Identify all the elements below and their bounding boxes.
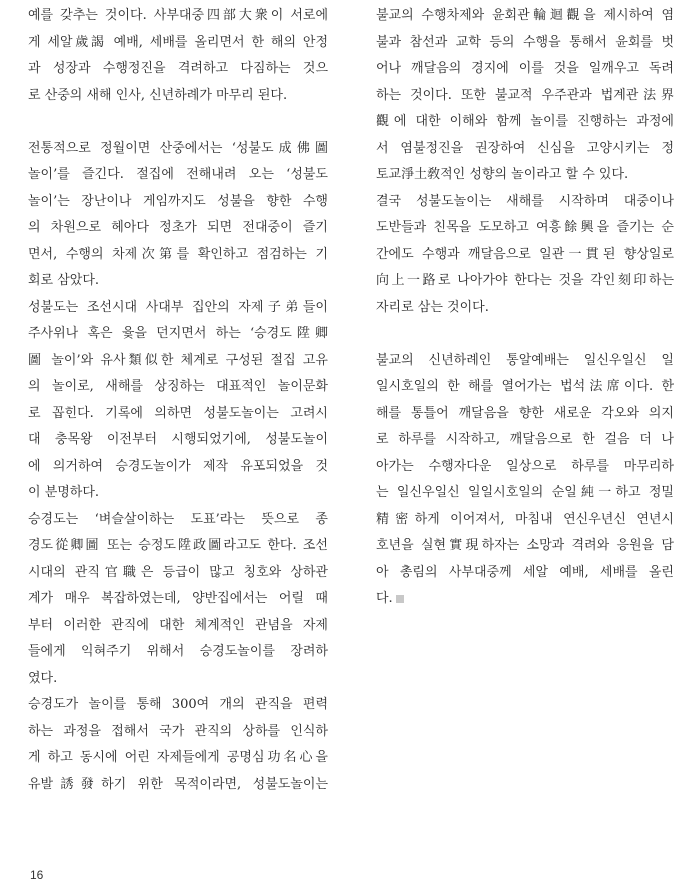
text-line: 였다. (28, 670, 58, 686)
text-line: 과 성장과 수행정진을 격려하고 다짐하는 것으 (28, 61, 328, 76)
text-line: 圖 놀이’와 유사類似한 체계로 구성된 절집 고유 (28, 352, 328, 368)
text-line: 유발誘發하기 위한 목적이라면, 성불도놀이는 (28, 776, 328, 792)
text-line: 일시호일의 한 해를 열어가는 법석法席이다. 한 (376, 379, 674, 394)
text-line: 승경도는 ‘벼슬살이하는 도표’라는 뜻으로 종 (28, 511, 328, 527)
text-line: 주사위나 혹은 윷을 던지면서 하는 ‘승경도陞卿 (28, 326, 328, 341)
text-line: 로 꼽힌다. 기록에 의하면 성불도놀이는 고려시 (28, 405, 328, 421)
text-line: 부터 이러한 관직에 대한 체계적인 관념을 자제 (28, 617, 328, 633)
text-line: 하는 것이다. 또한 불교적 우주관과 법계관法界 (376, 87, 674, 103)
paragraph-gap (28, 109, 328, 136)
text-line: 하는 과정을 접해서 국가 관직의 상하를 인식하 (28, 723, 328, 739)
text-line: 시대의 관직官職은 등급이 많고 칭호와 상하관 (28, 564, 328, 580)
text-line: 불과 참선과 교학 등의 수행을 통해서 윤회를 벗 (376, 34, 674, 50)
text-line (376, 586, 674, 613)
text-line: 게 세알歲謁 예배, 세배를 올리면서 한 해의 안정 (28, 34, 328, 50)
text-line: 놀이’는 장난이나 게임까지도 성불을 향한 수행 (28, 193, 328, 209)
left-text-column (28, 3, 328, 798)
text-line: 의 놀이로, 새해를 상징하는 대표적인 놀이문화 (28, 379, 328, 394)
text-line: 호년을 실현實現하자는 소망과 격려와 응원을 담 (376, 538, 674, 553)
text-line: 들에게 익혀주기 위해서 승경도놀이를 장려하 (28, 644, 328, 659)
text-line: 로 산중의 새해 인사, 신년하례가 마무리 된다. (28, 87, 288, 103)
text-line: 觀에 대한 이해와 함께 놀이를 진행하는 과정에 (376, 114, 674, 129)
paragraph-gap (376, 321, 674, 348)
text-line: 불교의 수행차제와 윤회관輪迴觀을 제시하여 염 (376, 8, 674, 23)
text-line: 예를 갖추는 것이다. 사부대중四部大衆이 서로에 (28, 8, 328, 23)
end-of-article-mark (396, 595, 404, 603)
text-line: 에 의거하여 승경도놀이가 제작 유포되었을 것 (28, 458, 328, 474)
text-line: 면서, 수행의 차제次第를 확인하고 점검하는 기 (28, 246, 328, 262)
text-line: 승경도가 놀이를 통해 300여 개의 관직을 편력 (28, 697, 328, 712)
text-line: 전통적으로 정월이면 산중에서는 ‘성불도成佛圖 (28, 140, 328, 156)
text-line: 자리로 삼는 것이다. (376, 299, 489, 315)
text-line: 대 충목왕 이전부터 시행되었기에, 성불도놀이 (28, 432, 328, 447)
text-line-content: 다. (376, 591, 393, 606)
text-line: 의 차원으로 헤아다 정초가 되면 전대중이 즐기 (28, 220, 328, 235)
text-line: 로 하루를 시작하고, 깨달음으로 한 걸음 더 나 (376, 432, 674, 447)
right-text-column (376, 3, 674, 613)
page-number: 16 (30, 868, 44, 882)
text-line: 는 일신우일신 일일시호일의 순일純一하고 정밀 (376, 485, 674, 500)
text-line: 불교의 신년하례인 통알예배는 일신우일신 일 (376, 352, 674, 368)
text-line: 精密하게 이어져서, 마침내 연신우년신 연년시 (376, 511, 674, 527)
text-line: 성불도는 조선시대 사대부 집안의 자제子弟들이 (28, 299, 328, 315)
text-line: 아 총림의 사부대중께 세알 예배, 세배를 올린 (376, 564, 674, 580)
text-line: 해를 통틀어 깨달음을 향한 새로운 각오와 의지 (376, 405, 674, 421)
text-line: 계가 매우 복잡하였는데, 양반집에서는 어릴 때 (28, 591, 328, 606)
text-line: 회로 삼았다. (28, 273, 100, 288)
text-line: 게 하고 동시에 어린 자제들에게 공명심功名心을 (28, 750, 328, 765)
text-line: 이 분명하다. (28, 485, 100, 500)
text-line: 어나 깨달음의 경지에 이를 것을 일깨우고 독려 (376, 61, 674, 76)
text-line: 경도從卿圖 또는 승정도陞政圖라고도 한다. 조선 (28, 538, 328, 553)
text-line: 서 염불정진을 권장하여 신심을 고양시키는 정 (376, 140, 674, 156)
text-line: 결국 성불도놀이는 새해를 시작하며 대중이나 (376, 193, 674, 209)
text-line: 아가는 수행자다운 일상으로 하루를 마무리하 (376, 458, 674, 474)
text-line: 간에도 수행과 깨달음으로 일관一貫된 향상일로 (376, 246, 674, 262)
text-line: 向上一路로 나아가야 한다는 것을 각인刻印하는 (376, 273, 674, 288)
text-line: 도반들과 친목을 도모하고 여흥餘興을 즐기는 순 (376, 220, 674, 235)
text-line: 놀이’를 즐긴다. 절집에 전해내려 오는 ‘성불도 (28, 167, 328, 182)
text-line: 토교淨土敎적인 성향의 놀이라고 할 수 있다. (376, 167, 629, 182)
